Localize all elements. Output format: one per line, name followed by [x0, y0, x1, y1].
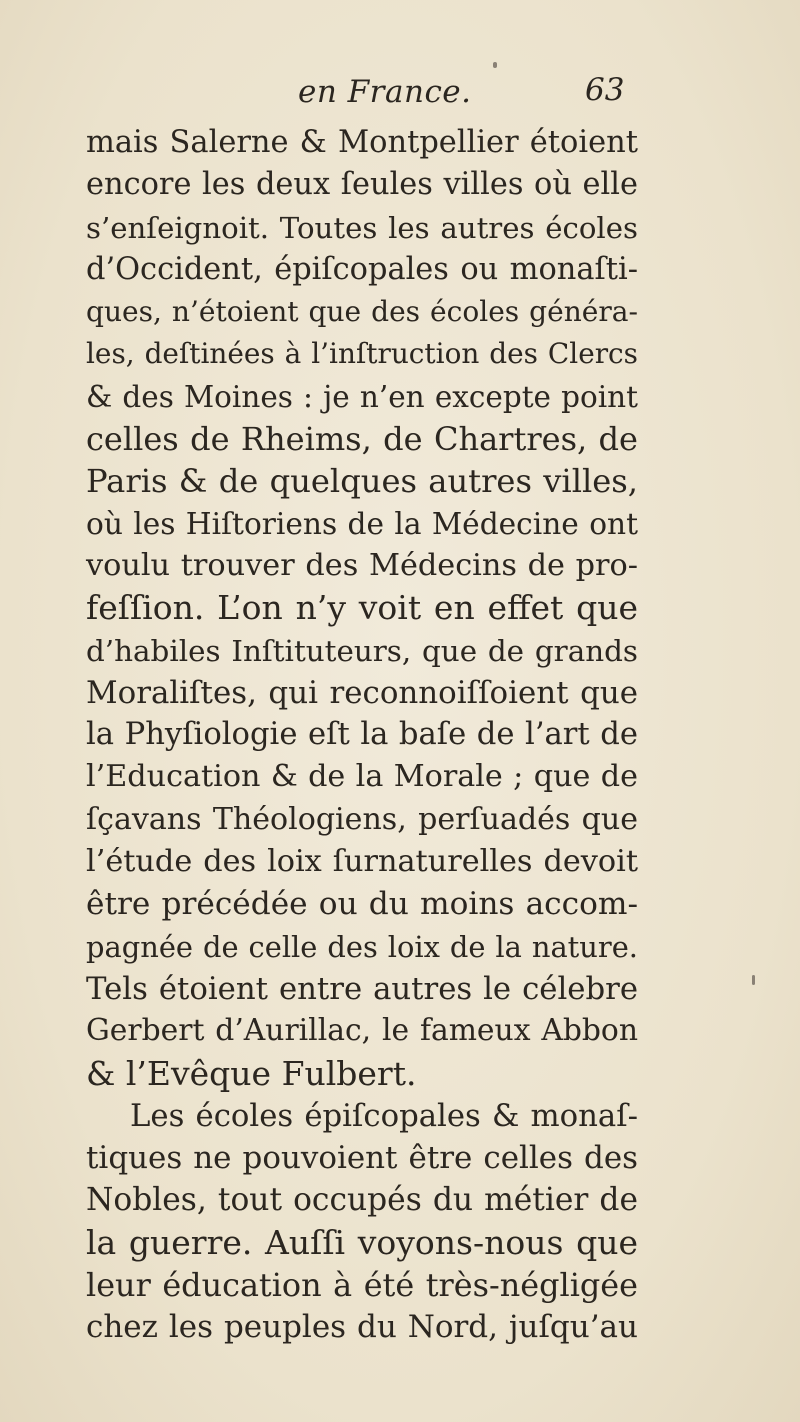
text-line: la Phyſiologie eſt la baſe de l’art de: [86, 717, 638, 753]
paper-blemish: [752, 975, 755, 985]
text-line: les, deſtinées à l’inſtruction des Clercs: [86, 337, 638, 371]
text-line: ques, n’étoient que des écoles généra-: [86, 295, 638, 329]
text-line: ſçavans Théologiens, perſuadés que: [86, 801, 638, 837]
text-line: être précédée ou du moins accom-: [86, 886, 638, 923]
text-line: chez les peuples du Nord, juſqu’au: [86, 1309, 638, 1346]
text-line: tiques ne pouvoient être celles des: [86, 1140, 638, 1177]
text-line: feſſion. L’on n’y voit en effet que: [86, 588, 638, 628]
text-line: pagnée de celle des loix de la nature.: [86, 929, 638, 964]
text-line: Tels étoient entre autres le célebre: [86, 970, 638, 1007]
text-line: & des Moines : je n’en excepte point: [86, 379, 638, 414]
text-line: celles de Rheims, de Chartres, de: [86, 420, 638, 459]
text-line: encore les deux ſeules villes où elle: [86, 167, 638, 203]
page-number: 63: [585, 72, 625, 108]
paper-blemish: [493, 62, 497, 68]
text-line: l’Education & de la Morale ; que de: [86, 759, 638, 795]
text-line: mais Salerne & Montpellier étoient: [86, 125, 638, 160]
text-line: voulu trouver des Médecins de pro-: [86, 547, 638, 583]
text-line: leur éducation à été très-négligée: [86, 1266, 638, 1305]
page-header: [0, 74, 800, 114]
text-line: la guerre. Auſſi voyons-nous que: [86, 1222, 638, 1262]
text-line: Les écoles épiſcopales & monaſ-: [130, 1097, 638, 1134]
text-line: d’habiles Inſtituteurs, que de grands: [86, 633, 638, 668]
text-line: & l’Evêque Fulbert.: [86, 1053, 417, 1093]
text-line: s’enſeignoit. Toutes les autres écoles: [86, 210, 638, 245]
text-line: Nobles, tout occupés du métier de: [86, 1182, 638, 1219]
text-line: l’étude des loix ſurnaturelles devoit: [86, 844, 638, 880]
running-head: en France.: [298, 74, 472, 110]
text-line: Moraliſtes, qui reconnoiſſoient que: [86, 674, 638, 711]
text-line: où les Hiſtoriens de la Médecine ont: [86, 506, 638, 541]
text-line: Gerbert d’Aurillac, le fameux Abbon: [86, 1013, 638, 1049]
body-text: [86, 122, 638, 1349]
text-line: Paris & de quelques autres villes,: [86, 462, 638, 501]
text-line: d’Occident, épiſcopales ou monaſti-: [86, 251, 638, 287]
